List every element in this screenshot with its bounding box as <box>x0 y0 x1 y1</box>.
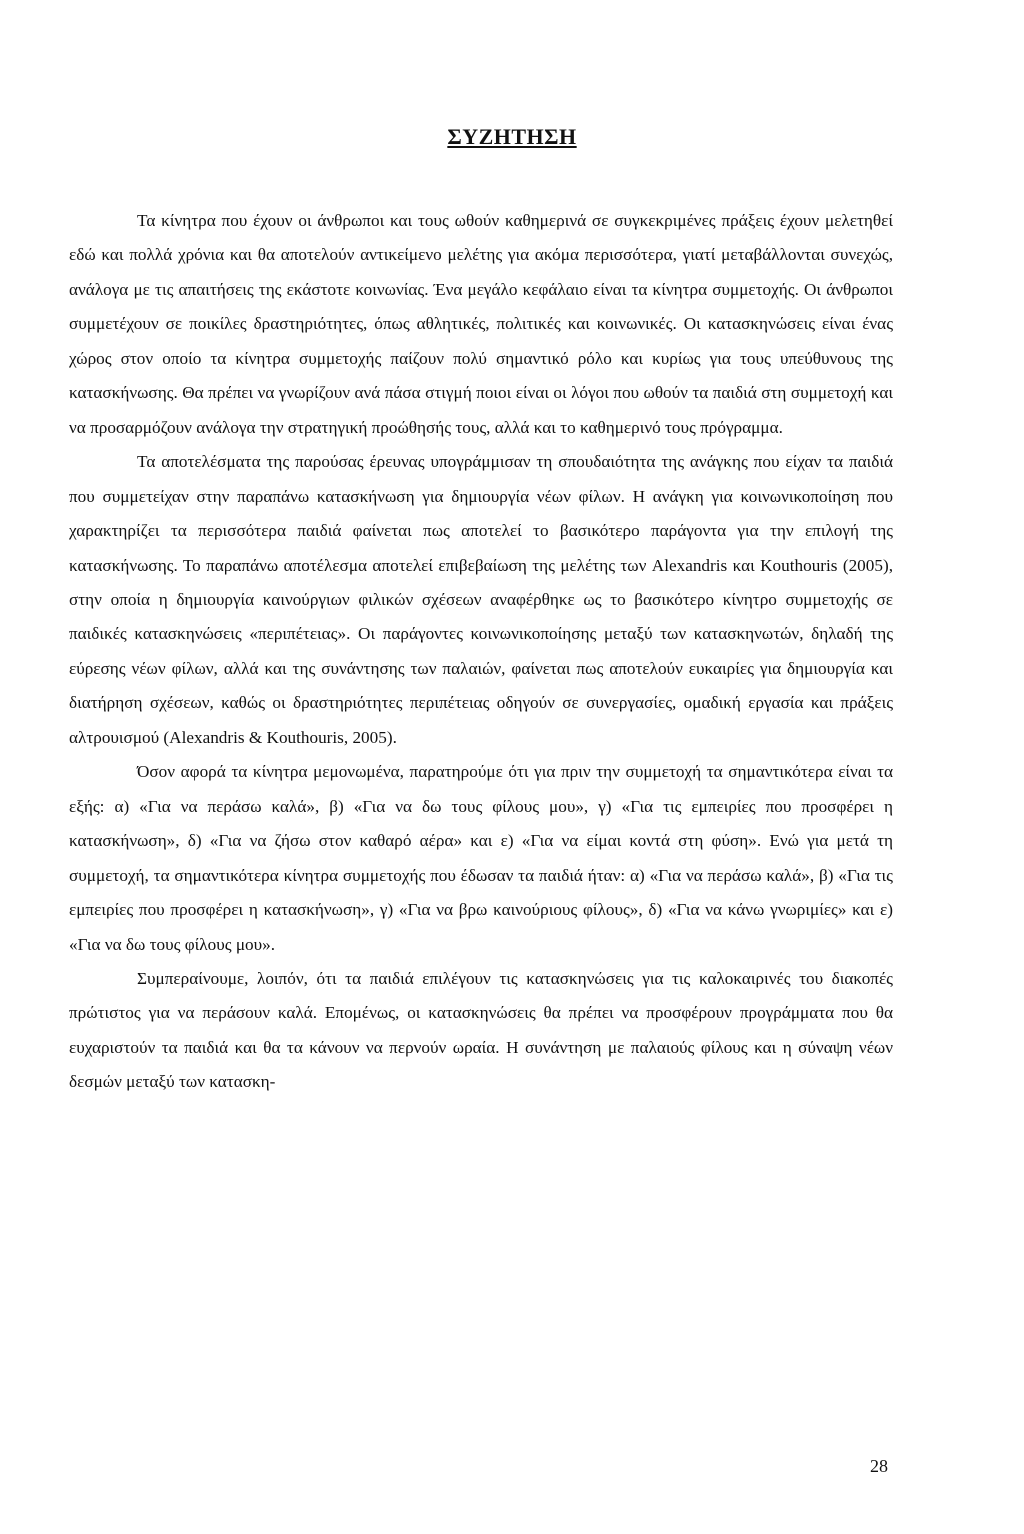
paragraph-motivation-intro: Τα κίνητρα που έχουν οι άνθρωποι και τους ωθούν καθημερινά σε συγκεκριμένες πράξεις έχουν μελετηθεί εδώ και πολλά χρόνια και θα αποτελούν αντικείμενο μελέτης για ακόμα περισσότερα, γιατί μεταβάλλονται συνεχώς, ανάλογα με τις απαιτήσεις της εκάστοτε κοινωνίας. Ένα μεγάλο κεφάλαιο είναι τα κίνητρα συμμετοχής. Οι άνθρωποι συμμετέχουν σε ποικίλες δραστηριότητες, όπως αθλητικές, πολιτικές και κοινωνικές. Οι κατασκηνώσεις είναι ένας χώρος στον οποίο τα κίνητρα συμμετοχής παίζουν πολύ σημαντικό ρόλο και κυρίως για τους υπεύθυνους της κατασκήνωσης. Θα πρέπει να γνωρίζουν ανά πάσα στιγμή ποιοι είναι οι λόγοι που ωθούν τα παιδιά στη συμμετοχή και να προσαρμόζουν ανάλογα την στρατηγική προώθησής τους, αλλά και το καθημερινό τους πρόγραμμα. <box>69 211 893 437</box>
page-heading: ΣΥΖΗΤΗΣΗ <box>447 124 577 149</box>
paragraph-conclusion: Συμπεραίνουμε, λοιπόν, ότι τα παιδιά επιλέγουν τις κατασκηνώσεις για τις καλοκαιρινές του διακοπές πρώτιστος για να περάσουν καλά. Επομένως, οι κατασκηνώσεις θα πρέπει να προσφέρουν προγράμματα που θα ευχαριστούν τα παιδιά και θα τα κάνουν να περνούν ωραία. Η συνάντηση με παλαιούς φίλους και η σύναψη νέων δεσμών μεταξύ των κατασκη- <box>69 968 893 1092</box>
paragraph-research-results: Τα αποτελέσματα της παρούσας έρευνας υπογράμμισαν τη σπουδαιότητα της ανάγκης που είχαν τα παιδιά που συμμετείχαν στην παραπάνω κατασκήνωση για δημιουργία νέων φίλων. Η ανάγκη για κοινωνικοποίηση που χαρακτηρίζει τα περισσότερα παιδιά φαίνεται πως αποτελεί το βασικότερο παράγοντα για την επιλογή της κατασκήνωσης. Το παραπάνω αποτέλεσμα αποτελεί επιβεβαίωση της μελέτης των Alexandris και Kouthouris (2005), στην οποία η δημιουργία καινούργιων φιλικών σχέσεων αναφέρθηκε ως το βασικότερο κίνητρο συμμετοχής σε παιδικές κατασκηνώσεις «περιπέτειας». Οι παράγοντες κοινωνικοποίησης μεταξύ των κατασκηνωτών, δηλαδή της εύρεσης νέων φίλων, αλλά και της συνάντησης των παλαιών, φαίνεται πως αποτελούν ευκαιρίες για δημιουργία και διατήρηση σχέσεων, καθώς οι δραστηριότητες περιπέτειας οδηγούν σε συνεργασίες, ομαδική εργασία και πράξεις αλτρουισμού (Alexandris & Kouthouris, 2005). <box>69 452 893 747</box>
paragraph-individual-motives: Όσον αφορά τα κίνητρα μεμονωμένα, παρατηρούμε ότι για πριν την συμμετοχή τα σημαντικότερα είναι τα εξής: α) «Για να περάσω καλά», β) «Για να δω τους φίλους μου», γ) «Για τις εμπειρίες που προσφέρει η κατασκήνωση», δ) «Για να ζήσω στον καθαρό αέρα» και ε) «Για να είμαι κοντά στη φύση». Ενώ για μετά τη συμμετοχή, τα σημαντικότερα κίνητρα συμμετοχής που έδωσαν τα παιδιά ήταν: α) «Για να περάσω καλά», β) «Για τις εμπειρίες που προσφέρει η κατασκήνωση», γ) «Για να βρω καινούριους φίλους», δ) «Για να κάνω γνωριμίες» και ε) «Για να δω τους φίλους μου». <box>69 762 893 954</box>
page-number: 28 <box>870 1456 888 1476</box>
body-text <box>69 204 893 1100</box>
